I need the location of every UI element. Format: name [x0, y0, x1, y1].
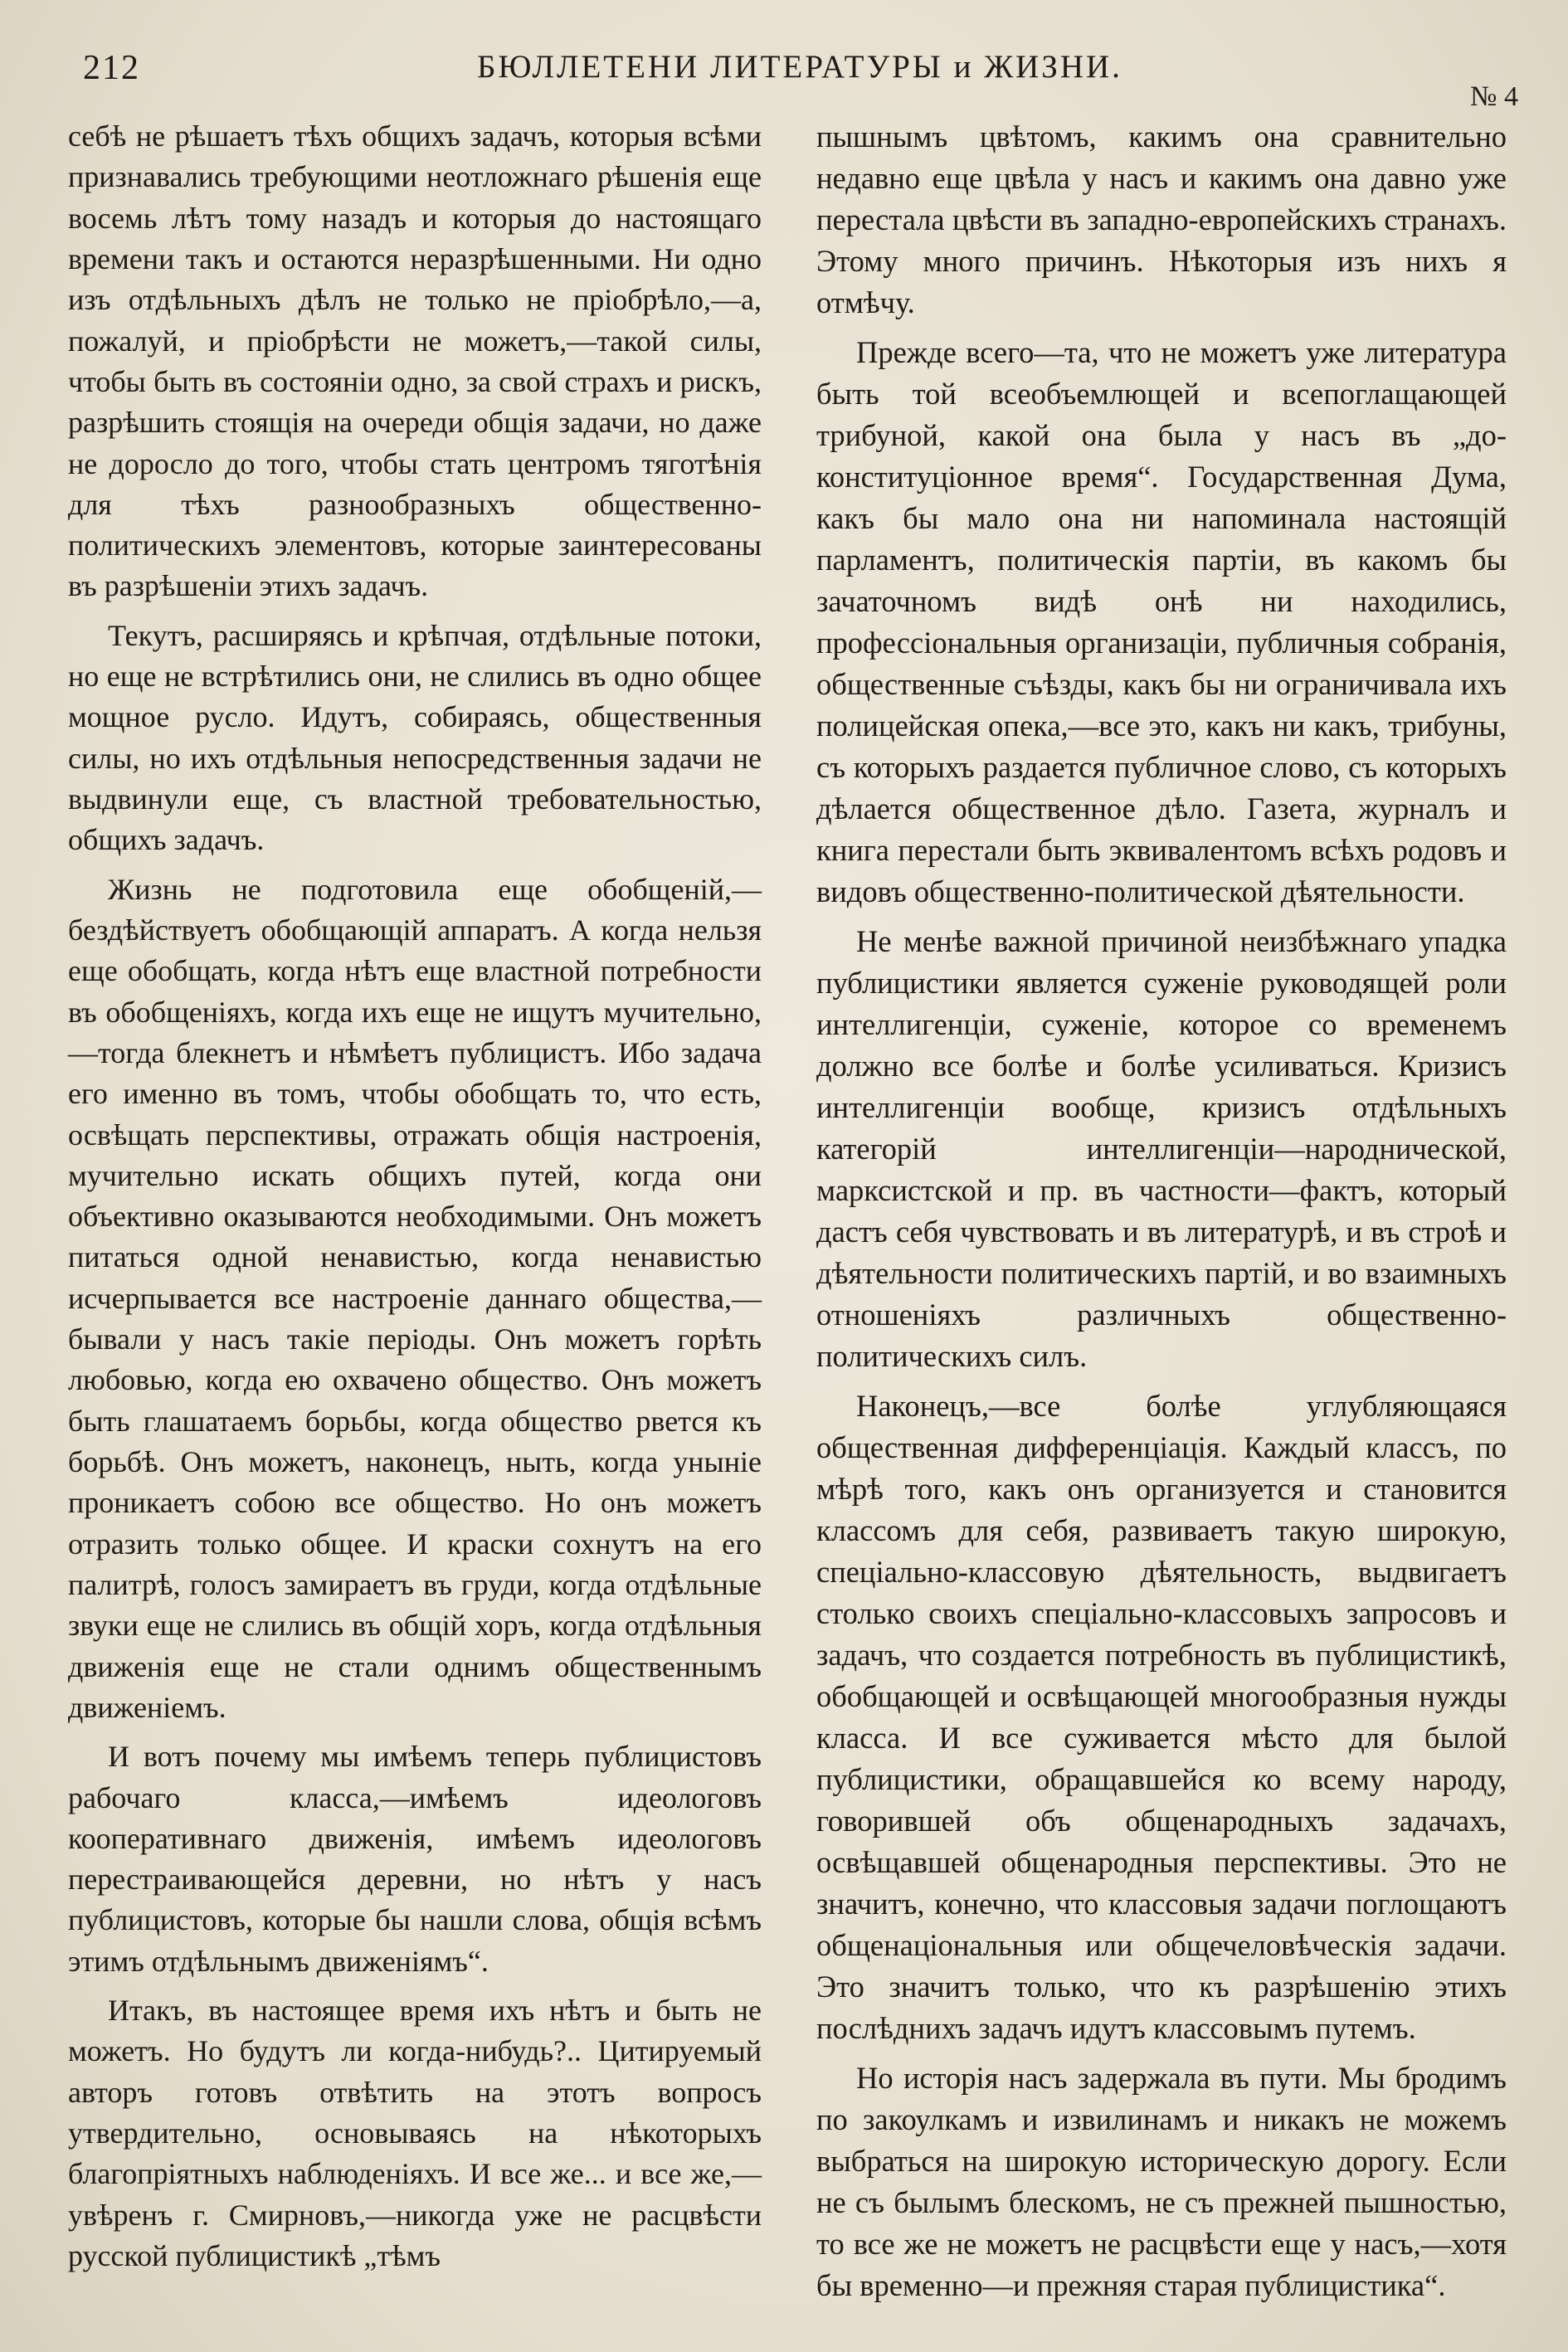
paragraph: Наконецъ,—все болѣе углубляющаяся общественная дифференціація. Каждый классъ, по мѣрѣ того, какъ онъ организуется и становится классомъ для себя, развиваетъ такую широкую, спеціально-классовую дѣятельность, выдвигаетъ столько своихъ спеціально-классовыхъ запросовъ и задачъ, что создается потребность въ публицистикѣ, обобщающей и освѣщающей многообразныя нужды класса. И все суживается мѣсто для былой публицистики, обращавшейся ко всему народу, говорившей объ общенародныхъ задачахъ, освѣщавшей общенародныя перспективы. Это не значитъ, конечно, что классовыя задачи поглощаютъ общенаціональныя или общечеловѣческія задачи. Это значитъ только, что къ разрѣшенію этихъ послѣднихъ задачъ идутъ классовымъ путемъ.	[816, 1389, 1507, 2045]
paragraph: пышнымъ цвѣтомъ, какимъ она сравнительно недавно еще цвѣла у насъ и какимъ она давно уже перестала цвѣсти въ западно-европейскихъ странахъ. Этому много причинъ. Нѣкоторыя изъ нихъ я отмѣчу.	[816, 119, 1507, 319]
paragraph: Итакъ, въ настоящее время ихъ нѣтъ и быть не можетъ. Но будутъ ли когда-нибудь?.. Цитируемый авторъ готовъ отвѣтить на этотъ вопросъ утвердительно, основываясь на нѣкоторыхъ благопріятныхъ наблюденіяхъ. И все же... и все же,—увѣренъ г. Смирновъ,—никогда уже не расцвѣсти русской публицистикѣ „тѣмъ	[68, 1994, 762, 2272]
paragraph: И вотъ почему мы имѣемъ теперь публицистовъ рабочаго класса,—имѣемъ идеологовъ кооперативнаго движенія, имѣемъ идеологовъ перестраивающейся деревни, но нѣтъ у насъ публицистовъ, которые бы нашли слова, общія всѣмъ этимъ отдѣльнымъ движеніямъ“.	[68, 1740, 762, 1978]
paragraph: Жизнь не подготовила еще обобщеній,—бездѣйствуетъ обобщающій аппаратъ. А когда нельзя еще обобщать, когда нѣтъ еще властной потребности въ обобщеніяхъ, когда ихъ еще не ищутъ мучительно,—тогда блекнетъ и нѣмѣетъ публицистъ. Ибо задача его именно въ томъ, чтобы обобщать то, что есть, освѣщать перспективы, отражать общія настроенія, мучительно искать общихъ путей, когда они объективно оказываются необходимыми. Онъ можетъ питаться одной ненавистью, когда ненавистью исчерпывается все настроеніе даннаго общества,—бывали у насъ такіе періоды. Онъ можетъ горѣть любовью, когда ею охвачено общество. Онъ можетъ быть глашатаемъ борьбы, когда общество рвется къ борьбѣ. Онъ можетъ, наконецъ, ныть, когда уныніе проникаетъ собою все общество. Но онъ можетъ отразить только общее. И краски сохнутъ на его палитрѣ, голосъ замираетъ въ груди, когда отдѣльные звуки еще не слились въ общій хоръ, когда отдѣльныя движенія еще не стали однимъ общественнымъ движеніемъ.	[68, 872, 762, 1724]
paragraph: Текутъ, расширяясь и крѣпчая, отдѣльные потоки, но еще не встрѣтились они, не слились въ одно общее мощное русло. Идутъ, собираясь, общественныя силы, но ихъ отдѣльныя непосредственныя задачи не выдвинули еще, съ властной требовательностью, общихъ задачъ.	[68, 618, 762, 857]
paragraph: себѣ не рѣшаетъ тѣхъ общихъ задачъ, которыя всѣми признавались требующими неотложнаго рѣшенія еще восемь лѣтъ тому назадъ и которыя до настоящаго времени такъ и остаются неразрѣшенными. Ни одно изъ отдѣльныхъ дѣлъ не только не пріобрѣло,—а, пожалуй, и пріобрѣсти не можетъ,—такой силы, чтобы быть въ состояніи одно, за свой страхъ и рискъ, разрѣшить стоящія на очереди общія задачи, но даже не доросло до того, чтобы стать центромъ тяготѣнія для тѣхъ разнообразныхъ общественно-политическихъ элементовъ, которые заинтересованы въ разрѣшеніи этихъ задачъ.	[68, 119, 762, 603]
paragraph: Прежде всего—та, что не можетъ уже литература быть той всеобъемлющей и всепоглащающей трибуной, какой она была у насъ въ „до-конституціонное время“. Государственная Дума, какъ бы мало она ни напоминала настоящій парламентъ, политическія партіи, въ какомъ бы зачаточномъ видѣ онѣ ни находились, профессіональныя организаціи, публичныя собранія, общественные съѣзды, какъ бы ни ограничивала ихъ полицейская опека,—все это, какъ ни какъ, трибуны, съ которыхъ раздается публичное слово, съ которыхъ дѣлается общественное дѣло. Газета, журналъ и книга перестали быть эквивалентомъ всѣхъ родовъ и видовъ общественно-политической дѣятельности.	[816, 335, 1507, 908]
issue-number: № 4	[1470, 81, 1518, 112]
left-column	[68, 116, 762, 2281]
paragraph: Но исторія насъ задержала въ пути. Мы бродимъ по закоулкамъ и извилинамъ и никакъ не можемъ выбраться на широкую историческую дорогу. Если не съ былымъ блескомъ, не съ прежней пышностью, то все же не можетъ не расцвѣсти еще у насъ,—хотя бы временно—и прежняя старая публицистика“.	[816, 2061, 1507, 2302]
right-column	[816, 116, 1507, 2311]
running-title: БЮЛЛЕТЕНИ ЛИТЕРАТУРЫ и ЖИЗНИ.	[477, 49, 1122, 85]
page-header	[83, 48, 1518, 112]
page-number: 212	[83, 49, 140, 87]
paragraph: Не менѣе важной причиной неизбѣжнаго упадка публицистики является суженіе руководящей роли интеллигенціи, суженіе, которое со временемъ должно все болѣе и болѣе усиливаться. Кризисъ интеллигенціи вообще, кризисъ отдѣльныхъ категорій интеллигенціи—народнической, марксистской и пр. въ частности—фактъ, который дастъ себя чувствовать и въ литературѣ, и въ строѣ и дѣятельности политическихъ партій, и во взаимныхъ отношеніяхъ различныхъ общественно-политическихъ силъ.	[816, 924, 1507, 1373]
